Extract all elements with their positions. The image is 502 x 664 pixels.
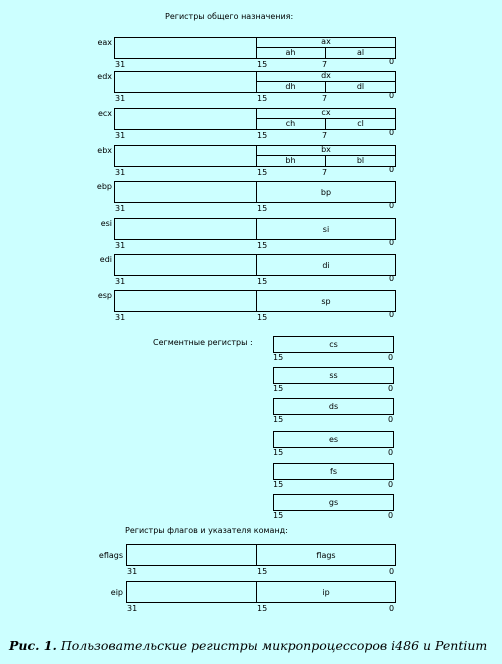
bit-label-15: 15 — [273, 384, 284, 393]
figure-caption — [9, 638, 487, 653]
bit-label-0: 0 — [388, 415, 394, 424]
bit-label-0: 0 — [388, 448, 394, 457]
bit-label-15: 15 — [273, 511, 284, 520]
register-label-ecx: ecx — [97, 109, 112, 118]
bit-label-0: 0 — [389, 201, 395, 210]
bit-label-7: 7 — [322, 60, 328, 69]
register-cell-sp: sp — [321, 297, 331, 306]
bit-label-15: 15 — [273, 415, 284, 424]
bit-label-15: 15 — [273, 448, 284, 457]
bit-label-15: 15 — [257, 204, 268, 213]
register-cell-flags: flags — [316, 551, 336, 560]
bit-label-0: 0 — [389, 238, 395, 247]
bit-label-15: 15 — [257, 277, 268, 286]
register-cell-dl: dl — [356, 82, 365, 91]
register-label-eax: eax — [97, 38, 112, 47]
caption-text: Пользовательские регистры микропроцессоров i486 и Pentium — [56, 638, 488, 653]
bit-label-15: 15 — [257, 60, 268, 69]
bit-label-31: 31 — [115, 277, 126, 286]
bit-label-31: 31 — [127, 567, 138, 576]
bit-label-15: 15 — [257, 168, 268, 177]
segment-registers-title: Сегментные регистры : — [153, 338, 253, 347]
register-label-eip: eip — [110, 588, 123, 597]
bit-label-0: 0 — [388, 384, 394, 393]
bit-label-0: 0 — [389, 310, 395, 319]
bit-label-0: 0 — [388, 353, 394, 362]
bit-label-15: 15 — [273, 480, 284, 489]
segment-cell-ss: ss — [329, 371, 338, 380]
bit-label-0: 0 — [388, 480, 394, 489]
register-cell-ax: ax — [321, 37, 331, 46]
register-label-esp: esp — [97, 291, 112, 300]
bit-label-31: 31 — [115, 60, 126, 69]
segment-cell-ds: ds — [328, 402, 339, 411]
bit-label-0: 0 — [389, 567, 395, 576]
register-cell-dx: dx — [321, 71, 331, 80]
bit-label-0: 0 — [389, 91, 395, 100]
bit-label-15: 15 — [257, 131, 268, 140]
segment-cell-fs: fs — [330, 467, 337, 476]
caption-prefix: Рис. 1. — [9, 638, 57, 653]
register-label-edi: edi — [99, 255, 112, 264]
bit-label-31: 31 — [115, 241, 126, 250]
register-cell-bl: bl — [356, 156, 365, 165]
bit-label-31: 31 — [115, 131, 126, 140]
bit-label-0: 0 — [389, 128, 395, 137]
register-cell-bx: bx — [321, 145, 331, 154]
bit-label-7: 7 — [322, 131, 328, 140]
bit-label-0: 0 — [389, 57, 395, 66]
register-cell-cx: cx — [321, 108, 331, 117]
register-cell-di: di — [322, 261, 330, 270]
register-cell-ch: ch — [285, 119, 296, 128]
bit-label-0: 0 — [388, 511, 394, 520]
bit-label-31: 31 — [115, 168, 126, 177]
register-cell-dh: dh — [285, 82, 296, 91]
segment-cell-gs: gs — [328, 498, 339, 507]
bit-label-31: 31 — [115, 94, 126, 103]
register-cell-bp: bp — [320, 188, 332, 197]
bit-label-31: 31 — [115, 204, 126, 213]
bit-label-15: 15 — [273, 353, 284, 362]
bit-label-15: 15 — [257, 567, 268, 576]
flags-registers-title: Регистры флагов и указателя команд: — [125, 526, 288, 535]
bit-label-15: 15 — [257, 313, 268, 322]
register-label-esi: esi — [100, 219, 112, 228]
bit-label-31: 31 — [115, 313, 126, 322]
bit-label-15: 15 — [257, 94, 268, 103]
register-label-edx: edx — [97, 72, 112, 81]
bit-label-15: 15 — [257, 604, 268, 613]
register-cell-al: al — [356, 48, 365, 57]
segment-cell-cs: cs — [329, 340, 338, 349]
register-cell-bh: bh — [285, 156, 296, 165]
bit-label-31: 31 — [127, 604, 138, 613]
bit-label-7: 7 — [322, 94, 328, 103]
register-cell-cl: cl — [357, 119, 364, 128]
register-label-ebp: ebp — [96, 182, 112, 191]
bit-label-0: 0 — [389, 274, 395, 283]
register-label-eflags: eflags — [98, 551, 123, 560]
bit-label-0: 0 — [389, 604, 395, 613]
bit-label-15: 15 — [257, 241, 268, 250]
general-registers-title: Регистры общего назначения: — [165, 12, 294, 21]
register-cell-ah: ah — [285, 48, 296, 57]
register-cell-ip: ip — [322, 588, 330, 597]
register-cell-si: si — [322, 225, 330, 234]
segment-cell-es: es — [328, 435, 339, 444]
bit-label-0: 0 — [389, 165, 395, 174]
bit-label-7: 7 — [322, 168, 328, 177]
register-label-ebx: ebx — [97, 146, 112, 155]
